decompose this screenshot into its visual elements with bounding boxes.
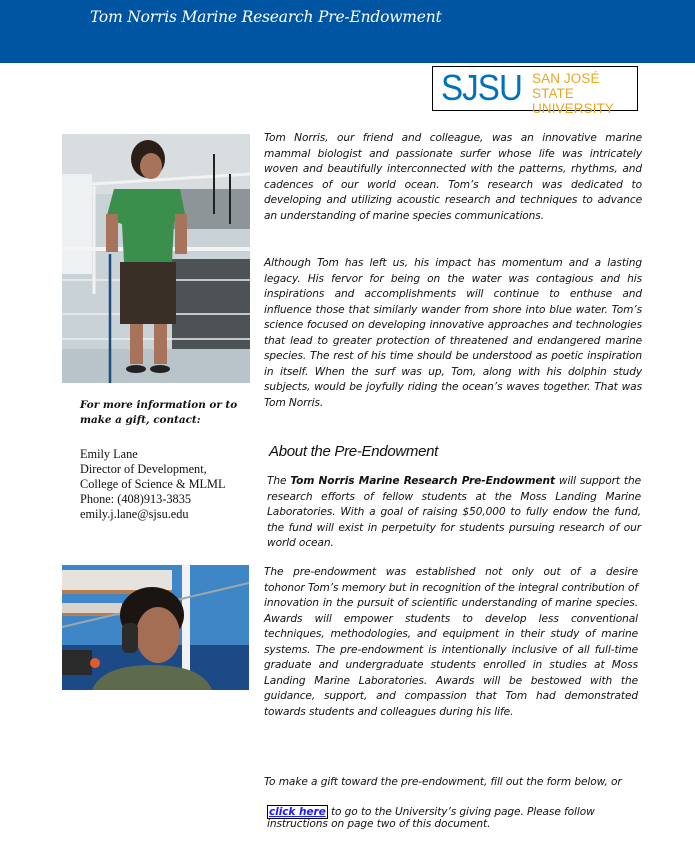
contact-title: Director of Development, [80,462,207,476]
logo-line-2: UNIVERSITY [532,101,615,116]
photo-tom-with-headphones-icon [62,565,249,690]
contact-phone: Phone: (408)913-3835 [80,492,192,506]
about-paragraph-rest: will support the research efforts of fellow students at the Moss Landing Marine Laboratories. With a goal of raising $50,000 to fully endow the fund, the fund will exist in perpetuity for students pursuing research of our world ocean. [267,475,641,549]
contact-dept: College of Science & MLML [80,477,226,491]
contact-block [80,447,225,522]
section-heading-about: About the Pre-Endowment [269,443,439,460]
logo-line-1: SAN JOSÉ STATE [532,71,600,101]
about-paragraph [267,474,641,552]
intro-paragraph: Tom Norris, our friend and colleague, was an innovative marine mammal biologist and passionate surfer whose life was intricately woven and beautifully interconnected with the patterns, rhythms, and cadences of our world ocean. Tom’s research was dedicated to developing and utilizing acoustic research and techniques to advance an understanding of marine species communications. [264,132,642,222]
giving-instructions [267,806,647,830]
giving-instructions-text: to go to the University’s giving page. Please follow instructions on page two of this document. [267,806,595,830]
contact-name: Emily Lane [80,447,138,461]
legacy-paragraph: Although Tom has left us, his impact has momentum and a lasting legacy. His fervor for being on the water was contagious and his inspirations and accomplishments will continue to enthuse and influence those that similarly wander from shore into blue water. Tom’s science focused on developing innovative approaches and technologies that lead to greater protection of threatened and endangered marine species. The rest of his time should be understood as poetic inspiration in itself. When the surf was up, Tom, along with his dolphin study subjects, would be joyfully riding the ocean’s waves together. That was Tom Norris. [264,257,642,409]
photo-tom-with-headphones [62,565,249,690]
page-title: Tom Norris Marine Research Pre-Endowment [90,8,442,26]
purpose-paragraph-rest: tohonor Tom’s memory but in recognition of the integral contribution of innovation in the pursuit of scientific understanding of marine species. Awards will empower students to develop less conventional techniques, methodologies, and equipment in their study of marine systems. The pre-endowment is intentionally inclusive of all full-time graduate and undergraduate students enrolled in studies at Moss Landing Marine Laboratories. Awards will be bestowed with the guidance, support, and compassion that Tom had demonstrated towards students and colleagues during his life. [264,581,638,718]
photo-tom-on-boat-deck [62,134,250,383]
purpose-paragraph [264,565,638,720]
photo-tom-on-boat-deck-icon [62,134,250,383]
sjsu-logo [432,66,638,116]
contact-heading: For more information or to make a gift, contact: [80,399,238,426]
gift-paragraph: To make a gift toward the pre-endowment, fill out the form below, or [264,776,622,788]
about-paragraph-start: The [267,475,291,487]
fund-name: Tom Norris Marine Research Pre-Endowment [290,475,555,487]
logo-wordmark [532,71,637,116]
contact-email[interactable]: emily.j.lane@sjsu.edu [80,507,189,521]
click-here-link[interactable]: click here [269,806,326,818]
header-banner [0,0,695,63]
logo-mark: SJSU [441,67,522,108]
purpose-paragraph-line1: The pre-endowment was established not only out of a desire [264,566,638,578]
